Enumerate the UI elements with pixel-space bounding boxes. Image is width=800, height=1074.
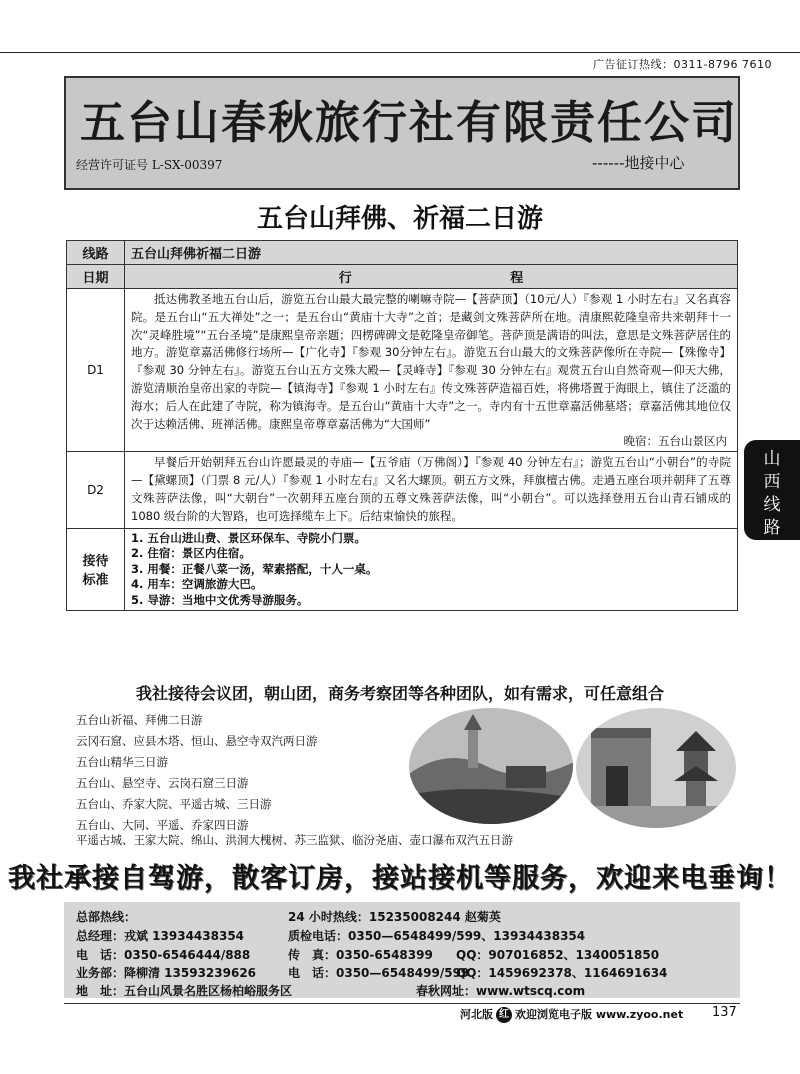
day1-description: 抵达佛教圣地五台山后，游览五台山最大最完整的喇嘛寺院—【菩萨顶】（10元/人）『参观 1 小时左右』又名真容院。是五台山“五大禅处”之一；是五台山“黄庙十大寺”之首；是藏剑文殊菩萨所在地。清康熙乾隆皇帝共来朝拜十一次“灵峰胜境”“五台圣境”是康熙皇帝亲题；四楞碑碑文是乾隆皇帝御笔。菩萨顶是满语的叫法，意思是文殊菩萨居住的地方。游览章嘉活佛修行场所—【广化寺】『参观 30分钟左右』。游览五台山最大的文殊菩萨像所在寺院—【殊像寺】『参观 30 分钟左右』。游览五台山五方文殊大殿—【灵峰寺】『参观 30 分钟左右』观赏五台山自然奇观—仰天大佛，游览清顺治皇帝出家的寺院—【镇海寺】『参观 1 小时左右』传文殊菩萨造福百姓，将佛塔置于海眼上，镇住了泛滥的海水；后人在此建了寺院，称为镇海寺。是五台山“黄庙十大寺”之一。寺内有十五世章嘉活佛墓塔；章嘉活佛其地位仅次于达赖活佛、班禅活佛。康熙皇帝尊章嘉活佛为“大国师” xyxy=(131,292,731,431)
footer-rule xyxy=(64,1003,740,1004)
phone: 电 话：0350-6546444/888 xyxy=(76,948,251,962)
day1-lodging: 晚宿：五台山景区内 xyxy=(623,434,727,449)
table-row xyxy=(67,289,738,452)
route-item: 五台山、乔家大院、平遥古城、三日游 xyxy=(76,797,272,811)
day-label: D2 xyxy=(67,452,125,528)
edition-label: 河北版 xyxy=(460,1008,493,1021)
service-banner: 我社承接自驾游，散客订房，接站接机等服务，欢迎来电垂询！ xyxy=(8,863,792,894)
top-rule xyxy=(0,52,800,53)
itinerary-label: 行 程 xyxy=(125,265,738,289)
list-item: 1. 五台山进山费、景区环保车、寺院小门票。 xyxy=(131,530,366,545)
quality-phone: 质检电话：0350—6548499/599、13934438354 xyxy=(288,929,586,943)
business-dept: 业务部：降柳清 13593239626 xyxy=(76,966,257,980)
date-label: 日期 xyxy=(67,265,125,289)
route-item: 五台山精华三日游 xyxy=(76,755,168,769)
qq-2: QQ：1459692378、1164691634 xyxy=(456,966,668,980)
website[interactable]: 春秋网址：www.wtscq.com xyxy=(416,984,586,998)
contact-section xyxy=(64,902,740,998)
route-item: 五台山祈福、拜佛二日游 xyxy=(76,713,203,727)
license-number: 经营许可证号 L-SX-00397 xyxy=(76,158,223,172)
table-row xyxy=(67,452,738,528)
company-name: 五台山春秋旅行社有限责任公司 xyxy=(80,96,739,149)
standard-label: 接待标准 xyxy=(67,528,125,611)
itinerary-table xyxy=(66,240,738,611)
list-item: 2. 住宿：景区内住宿。 xyxy=(131,546,251,561)
page-title: 五台山拜佛、祈福二日游 xyxy=(256,204,543,234)
route-value: 五台山拜佛祈福二日游 xyxy=(125,241,738,265)
list-item: 5. 导游：当地中文优秀导游服务。 xyxy=(131,592,309,607)
qq-1: QQ：907016852、1340051850 xyxy=(456,948,660,962)
day-content xyxy=(125,452,738,528)
ad-hotline: 广告征订热线：0311-8796 7610 xyxy=(593,58,772,71)
reception-center: ------地接中心 xyxy=(592,154,685,172)
day-content xyxy=(125,289,738,452)
standard-list xyxy=(125,528,738,611)
day2-description: 早餐后开始朝拜五台山许愿最灵的寺庙—【五爷庙（万佛阁）】『参观 40 分钟左右』；游览五台山“小朝台”的寺院—【黛螺顶】（门票 8 元/人）『参观 1 小时左右』又名大螺顶。朝五方文殊，拜旗檀古佛。走過五座台项并朝拜了五尊文殊菩萨法像，叫“大朝台”一次朝拜五座台顶的五尊文殊菩萨法像，叫“小朝台”。可以选择登用五台山青石铺成的 1080 级台阶的大智路，也可选择缆车上下。后结束愉快的旅程。 xyxy=(131,455,731,523)
footer xyxy=(460,1006,683,1023)
footer-text[interactable]: 欢迎浏览电子版 www.zyoo.net xyxy=(515,1008,684,1021)
table-row xyxy=(67,241,738,265)
list-item: 3. 用餐：正餐八菜一汤，荤素搭配，十人一桌。 xyxy=(131,561,378,576)
fax: 传 真：0350-6548399 xyxy=(288,948,433,962)
route-item: 平遥古城、王家大院、绵山、洪洞大槐树、苏三监狱、临汾尧庙、壶口瀑布双汽五日游 xyxy=(76,833,513,847)
hq-hotline-label: 总部热线： xyxy=(76,910,137,924)
phone-2: 电 话：0350—6548499/599 xyxy=(288,966,470,980)
hotline-24: 24 小时热线：15235008244 赵菊英 xyxy=(288,910,501,924)
route-item: 五台山、悬空寺、云岗石窟三日游 xyxy=(76,776,249,790)
side-tab-shanxi-routes[interactable] xyxy=(744,440,800,540)
side-tab-label: 山西线路 xyxy=(763,449,781,538)
route-item: 五台山、大同、平遥、乔家四日游 xyxy=(76,818,249,832)
promo-text: 我社接待会议团，朝山团，商务考察团等各种团队，如有需求，可任意组合 xyxy=(135,684,664,703)
table-row xyxy=(67,265,738,289)
temple-photo xyxy=(406,706,736,830)
general-manager: 总经理：戎斌 13934438354 xyxy=(76,929,245,943)
page-number: 137 xyxy=(712,1005,737,1020)
table-row xyxy=(67,528,738,611)
red-logo-icon: 红 xyxy=(496,1007,512,1023)
route-item: 云冈石窟、应县木塔、恒山、悬空寺双汽两日游 xyxy=(76,734,318,748)
address: 地 址：五台山风景名胜区杨柏峪服务区 xyxy=(76,984,293,998)
list-item: 4. 用车：空调旅游大巴。 xyxy=(131,577,263,592)
day-label: D1 xyxy=(67,289,125,452)
route-label: 线路 xyxy=(67,241,125,265)
